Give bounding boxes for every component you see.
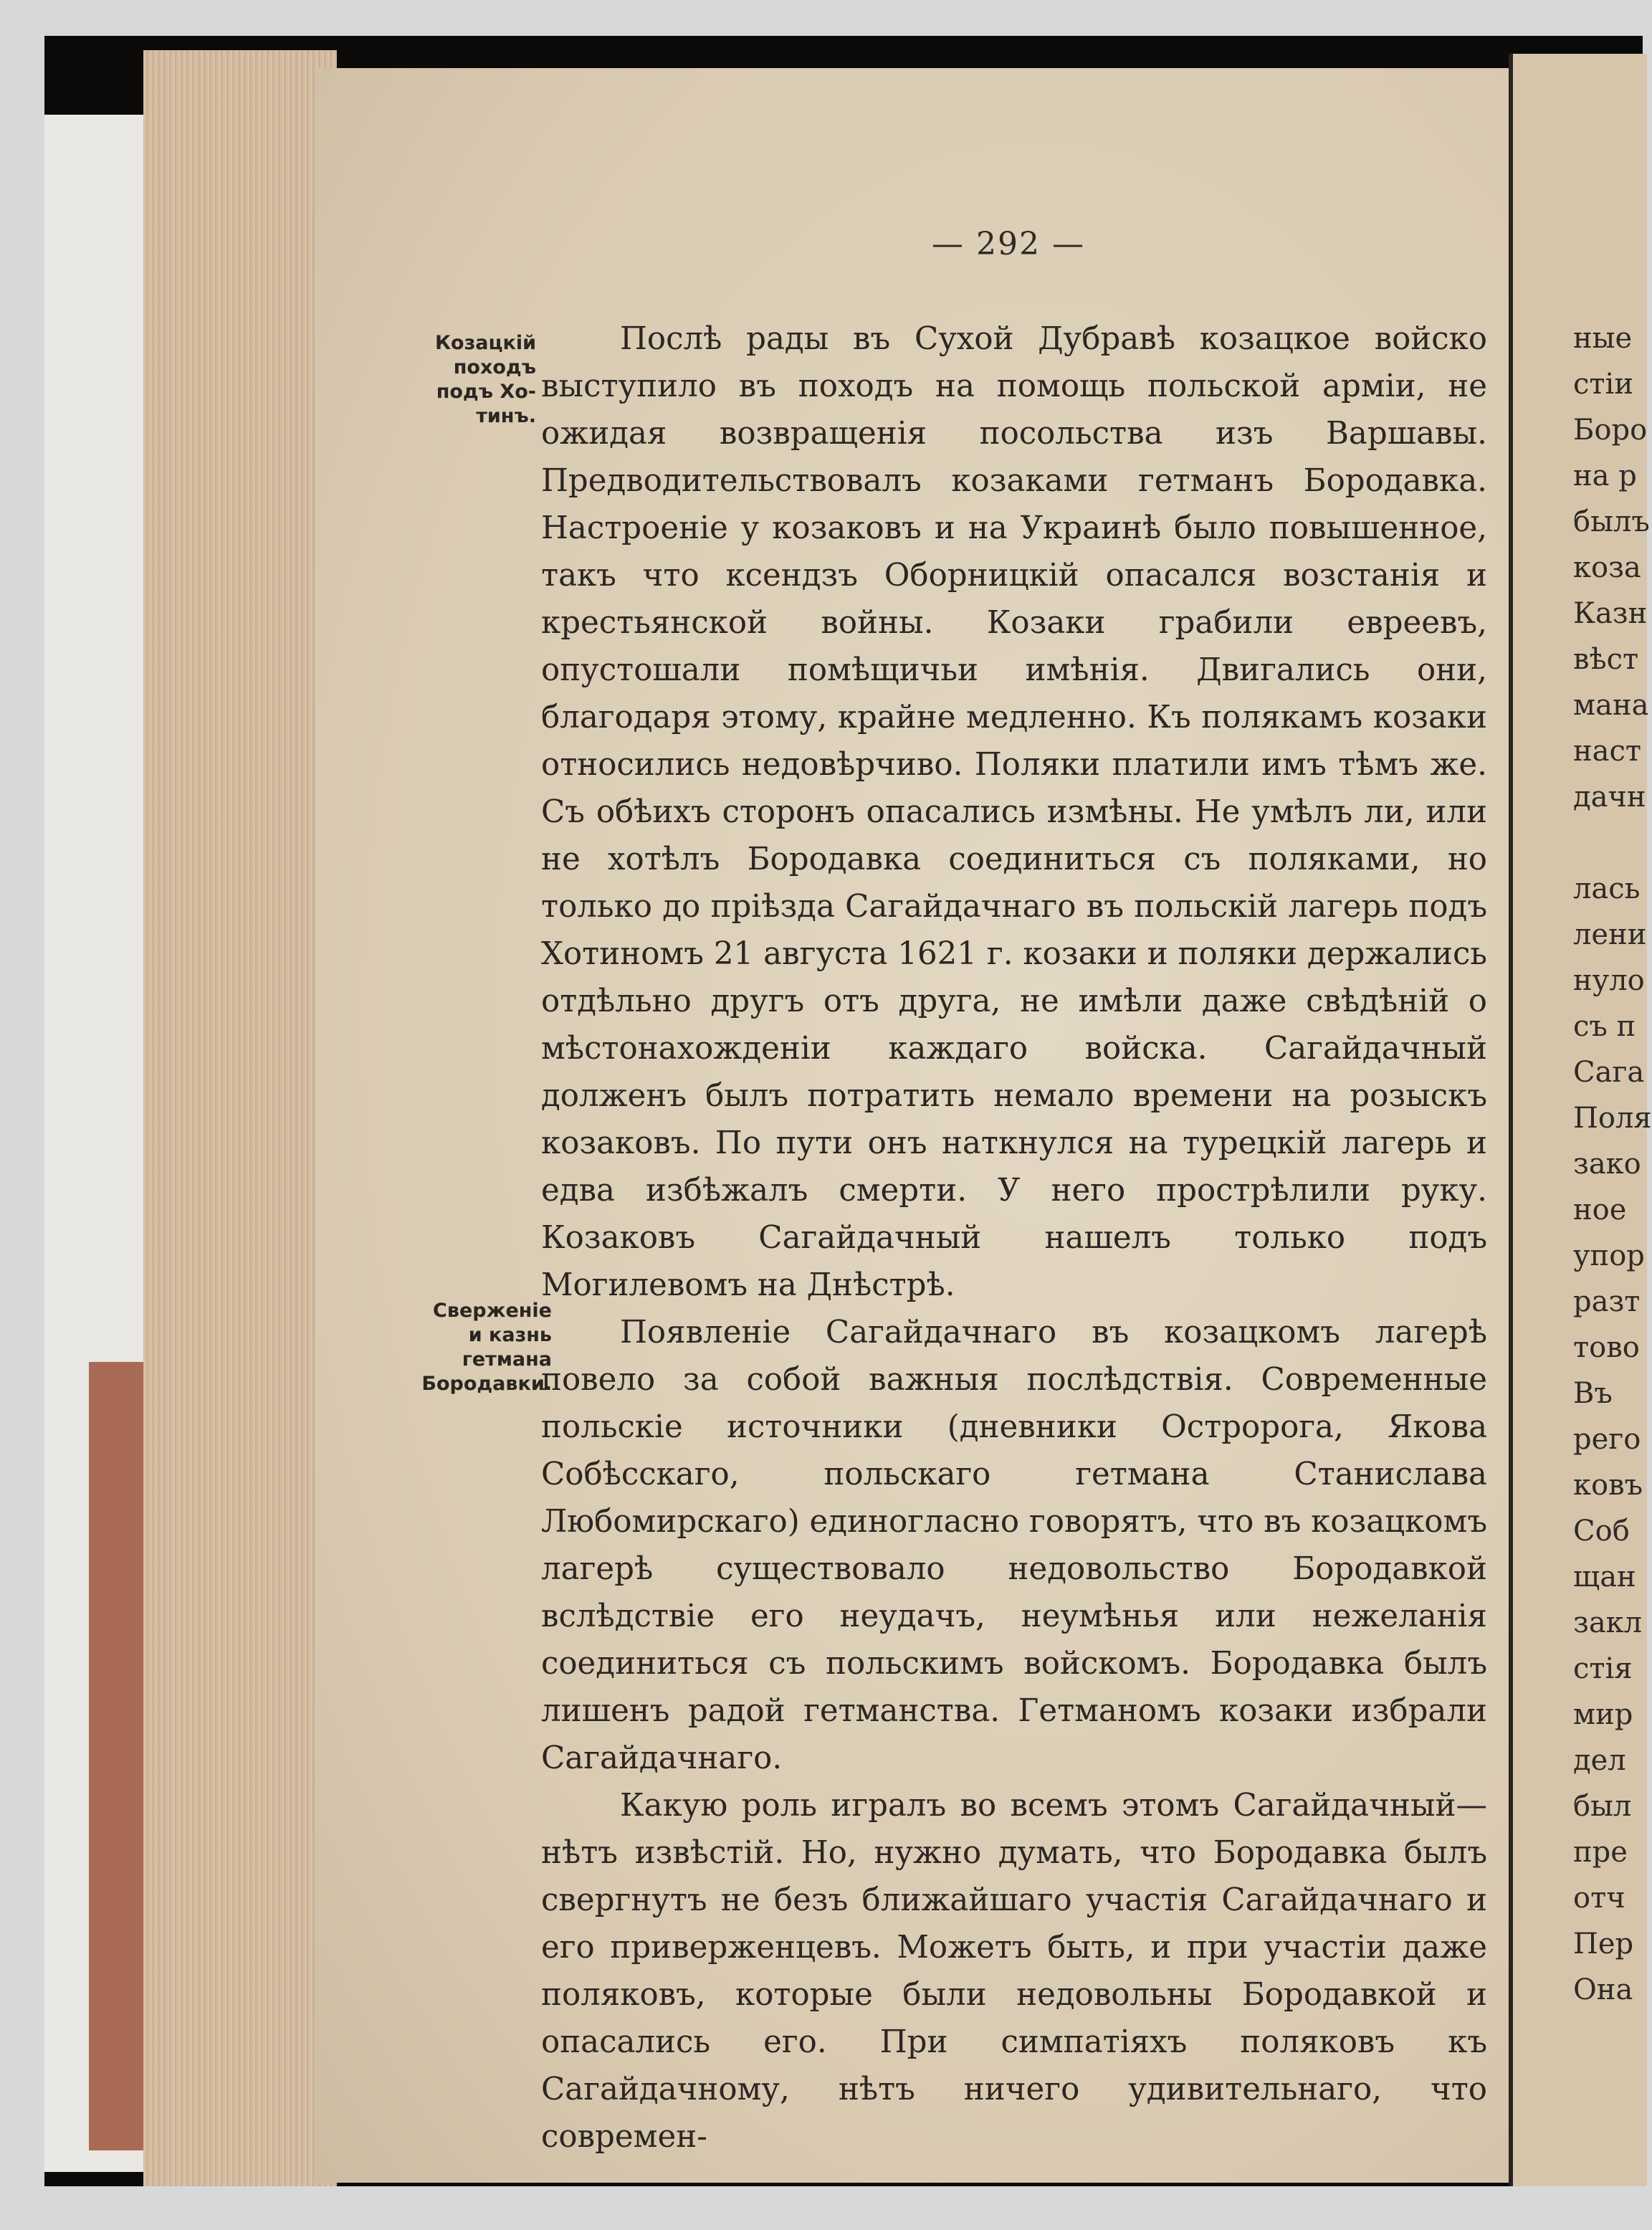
facing-line: на р: [1573, 459, 1637, 492]
facing-line: зако: [1573, 1148, 1641, 1181]
facing-line: былъ: [1573, 505, 1650, 538]
facing-line: ковъ: [1573, 1469, 1643, 1502]
facing-line: мана: [1573, 689, 1649, 722]
facing-line: Поля: [1573, 1102, 1652, 1135]
facing-line: Казн: [1573, 597, 1648, 630]
margin-note-cossack-campaign: [387, 331, 536, 429]
facing-line: упор: [1573, 1239, 1645, 1272]
facing-line: стія: [1573, 1652, 1633, 1685]
facing-line: наст: [1573, 735, 1642, 768]
facing-line: лени: [1573, 918, 1647, 951]
facing-line: коза: [1573, 551, 1641, 584]
facing-page-text: [1573, 315, 1652, 2013]
facing-line: мир: [1573, 1698, 1633, 1731]
body-text: [541, 315, 1487, 2160]
facing-line: вѣст: [1573, 643, 1639, 676]
margin-note-line: тинъ.: [476, 405, 536, 427]
facing-line: Пер: [1573, 1928, 1634, 1960]
facing-line: дачн: [1573, 781, 1646, 814]
book-cover-edge: [89, 1362, 146, 2150]
facing-line: тово: [1573, 1331, 1640, 1364]
margin-note-line: Козацкій: [434, 332, 536, 354]
facing-line: съ п: [1573, 1010, 1636, 1043]
facing-line: Она: [1573, 1973, 1633, 2006]
facing-line: Боро: [1573, 414, 1648, 447]
margin-note-line: и казнь: [468, 1324, 552, 1346]
facing-line: нуло: [1573, 964, 1645, 997]
facing-line: Въ: [1573, 1377, 1613, 1410]
facing-line: пре: [1573, 1836, 1628, 1869]
facing-line: отч: [1573, 1882, 1625, 1915]
facing-line: лась: [1573, 872, 1641, 905]
margin-note-line: гетмана: [462, 1348, 552, 1371]
facing-line: закл: [1573, 1606, 1643, 1639]
margin-note-line: походъ: [453, 356, 536, 378]
page-number: — 292 —: [932, 226, 1085, 262]
margin-note-line: Сверженіе: [433, 1300, 552, 1322]
margin-note-overthrow: [373, 1299, 552, 1396]
paragraph: Появленіе Сагайдачнаго въ козацкомъ лагерѣ повело за собой важныя послѣдствія. Современные польскіе источники (дневники Остророга, Якова Собѣсскаго, польскаго гетмана Станислава Любомирскаго) единогласно говорятъ, что въ козацкомъ лагерѣ существовало недовольство Бородавкой вслѣдствіе его неудачъ, неумѣнья или нежеланія соединиться съ польскимъ войскомъ. Бородавка былъ лишенъ радой гетманства. Гетманомъ козаки избрали Сагайдачнаго.: [541, 1315, 1487, 1776]
margin-note-line: Бородавки.: [421, 1373, 552, 1395]
facing-line: был: [1573, 1790, 1632, 1823]
facing-line: ное: [1573, 1193, 1627, 1226]
facing-line: [1573, 820, 1641, 866]
facing-line: дел: [1573, 1744, 1626, 1777]
facing-line: Сага: [1573, 1056, 1645, 1089]
paragraph: Послѣ рады въ Сухой Дубравѣ козацкое войско выступило въ походъ на помощь польской арміи, не ожидая возвращенія посольства изъ Варшавы. Предводительствовалъ козаками гетманъ Бородавка. Настроеніе у козаковъ и на Украинѣ было повышенное, такъ что ксендзъ Оборницкій опасался возстанія и крестьянской войны. Козаки грабили евреевъ, опустошали помѣщичьи имѣнія. Двигались они, благодаря этому, крайне медленно. Къ полякамъ козаки относились недовѣрчиво. Поляки платили имъ тѣмъ же. Съ обѣихъ сторонъ опасались измѣны. Не умѣлъ ли, или не хотѣлъ Бородавка соединиться съ поляками, но только до пріѣзда Сагайдачнаго въ польскій лагерь подъ Хотиномъ 21 августа 1621 г. козаки и поляки держались отдѣльно другъ отъ друга, не имѣли даже свѣдѣній о мѣстонахожденіи каждаго войска. Сагайдачный долженъ былъ потратить немало времени на розыскъ козаковъ. По пути онъ наткнулся на турецкій лагерь и едва избѣжалъ смерти. У него прострѣлили руку. Козаковъ Сагайдачный нашелъ только подъ Могилевомъ на Днѣстрѣ.: [541, 321, 1487, 1303]
facing-line: стіи: [1573, 368, 1633, 401]
facing-line: щан: [1573, 1560, 1636, 1593]
facing-line: ные: [1573, 322, 1633, 355]
facing-line: разт: [1573, 1285, 1641, 1318]
facing-line: Соб: [1573, 1515, 1630, 1548]
margin-note-line: подъ Хо-: [436, 381, 536, 403]
paragraph: Какую роль игралъ во всемъ этомъ Сагайдачный— нѣтъ извѣстій. Но, нужно думать, что Бородавка былъ свергнутъ не безъ ближайшаго участія Сагайдачнаго и его приверженцевъ. Можетъ быть, и при участіи даже поляковъ, которые были недовольны Бородавкой и опасались его. При симпатіяхъ поляковъ къ Сагайдачному, нѣтъ ничего удивительнаго, что современ-: [541, 1788, 1487, 2155]
page-stack-edges: [143, 50, 337, 2186]
facing-line: рего: [1573, 1423, 1641, 1456]
